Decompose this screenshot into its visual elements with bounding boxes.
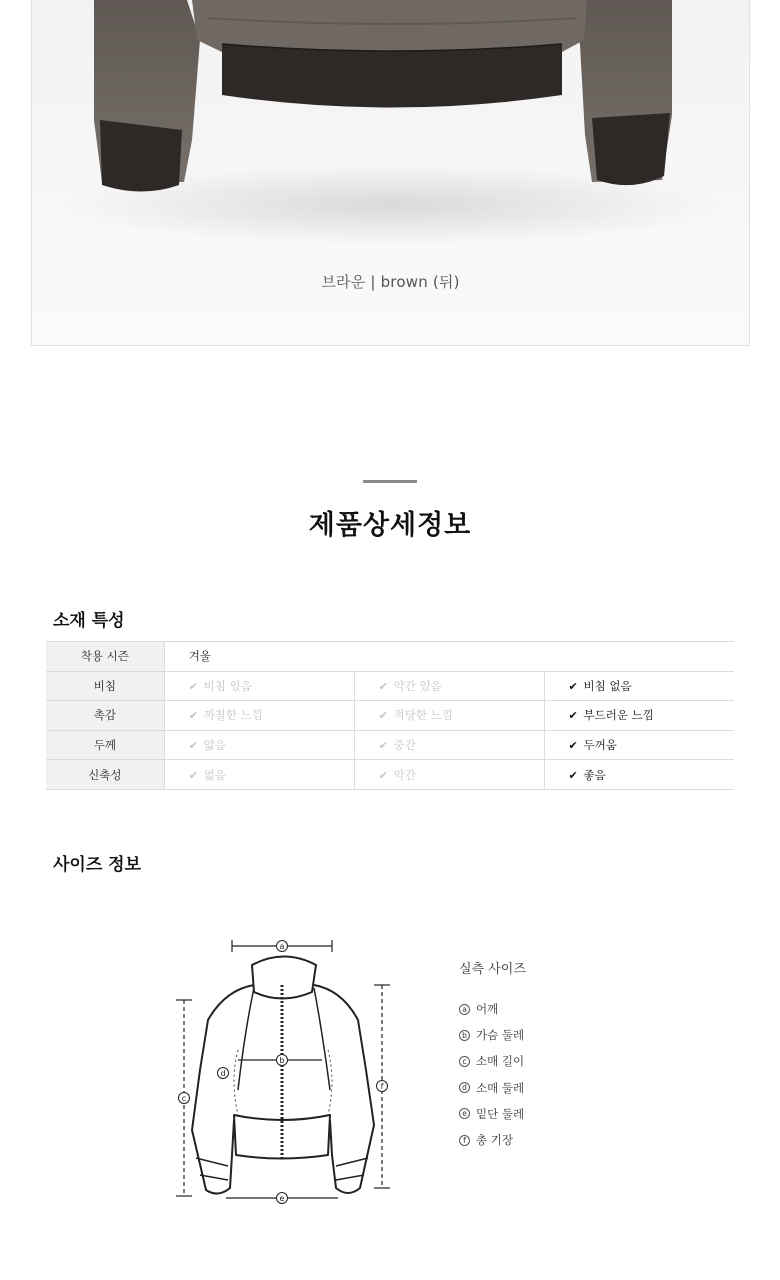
check-icon: ✔ [378,679,388,693]
legend-item [459,1127,526,1153]
legend-mark: b [459,1030,470,1041]
table-row [46,730,734,760]
check-icon: ✔ [188,768,198,782]
option-cell [164,701,354,731]
diagram-mark-b: b [279,1056,285,1065]
check-icon: ✔ [188,739,198,753]
legend-item [459,996,526,1022]
option-cell [164,730,354,760]
option-cell [544,760,734,790]
option-label: 얇음 [203,738,226,753]
check-icon: ✔ [568,679,578,693]
row-label: 비침 [46,671,164,701]
check-icon: ✔ [568,768,578,782]
check-icon: ✔ [378,739,388,753]
season-label: 착용 시즌 [46,642,164,672]
legend-label: 총 기장 [476,1133,513,1148]
option-cell [544,671,734,701]
check-icon: ✔ [188,709,198,723]
check-icon: ✔ [568,739,578,753]
photo-caption: 브라운 | brown (뒤) [321,273,460,291]
diagram-mark-c: c [181,1094,187,1103]
diagram-mark-e: e [279,1194,285,1203]
product-photo [31,0,750,346]
legend-mark: a [459,1004,470,1015]
table-row [46,642,734,672]
option-label: 부드러운 느낌 [583,708,654,723]
option-cell [354,730,544,760]
check-icon: ✔ [378,709,388,723]
option-label: 비침 있음 [203,678,252,693]
title-divider [363,480,417,483]
diagram-mark-f: f [380,1082,384,1091]
legend-label: 소매 길이 [476,1054,525,1069]
table-row [46,671,734,701]
check-icon: ✔ [568,709,578,723]
legend-label: 밑단 둘레 [476,1106,525,1121]
row-label: 신축성 [46,760,164,790]
size-diagram [170,930,390,1210]
option-label: 두꺼움 [583,738,617,753]
legend-item [459,1075,526,1101]
option-label: 비침 없음 [583,678,632,693]
check-icon: ✔ [378,768,388,782]
legend-label: 가슴 둘레 [476,1028,525,1043]
diagram-mark-a: a [279,942,285,951]
legend-label: 어깨 [476,1002,499,1017]
material-title: 소재 특성 [53,611,125,631]
legend-item [459,1022,526,1048]
option-label: 없음 [203,767,226,782]
option-label: 적당한 느낌 [393,708,453,723]
option-cell [354,760,544,790]
size-title: 사이즈 정보 [53,855,142,875]
option-cell [164,760,354,790]
table-row [46,760,734,790]
legend-mark: e [459,1108,470,1119]
row-label: 두께 [46,730,164,760]
option-label: 중간 [393,738,416,753]
legend-label: 소매 둘레 [476,1080,525,1095]
size-legend [459,958,526,1153]
option-label: 약간 [393,767,416,782]
option-cell [354,671,544,701]
legend-item [459,1048,526,1074]
table-row [46,701,734,731]
legend-mark: d [459,1082,470,1093]
diagram-mark-d: d [220,1069,226,1078]
material-table [46,641,734,790]
legend-mark: c [459,1056,470,1067]
option-cell [544,730,734,760]
option-label: 약간 있음 [393,678,442,693]
page-title: 제품상세정보 [308,510,472,541]
option-cell [164,671,354,701]
option-label: 좋음 [583,767,606,782]
season-value: 겨울 [164,642,734,672]
option-label: 까칠한 느낌 [203,708,263,723]
legend-title: 실측 사이즈 [459,962,526,977]
option-cell [354,701,544,731]
jacket-back-image [32,0,750,346]
row-label: 촉감 [46,701,164,731]
legend-mark: f [459,1135,470,1146]
legend-item [459,1101,526,1127]
check-icon: ✔ [188,679,198,693]
option-cell [544,701,734,731]
